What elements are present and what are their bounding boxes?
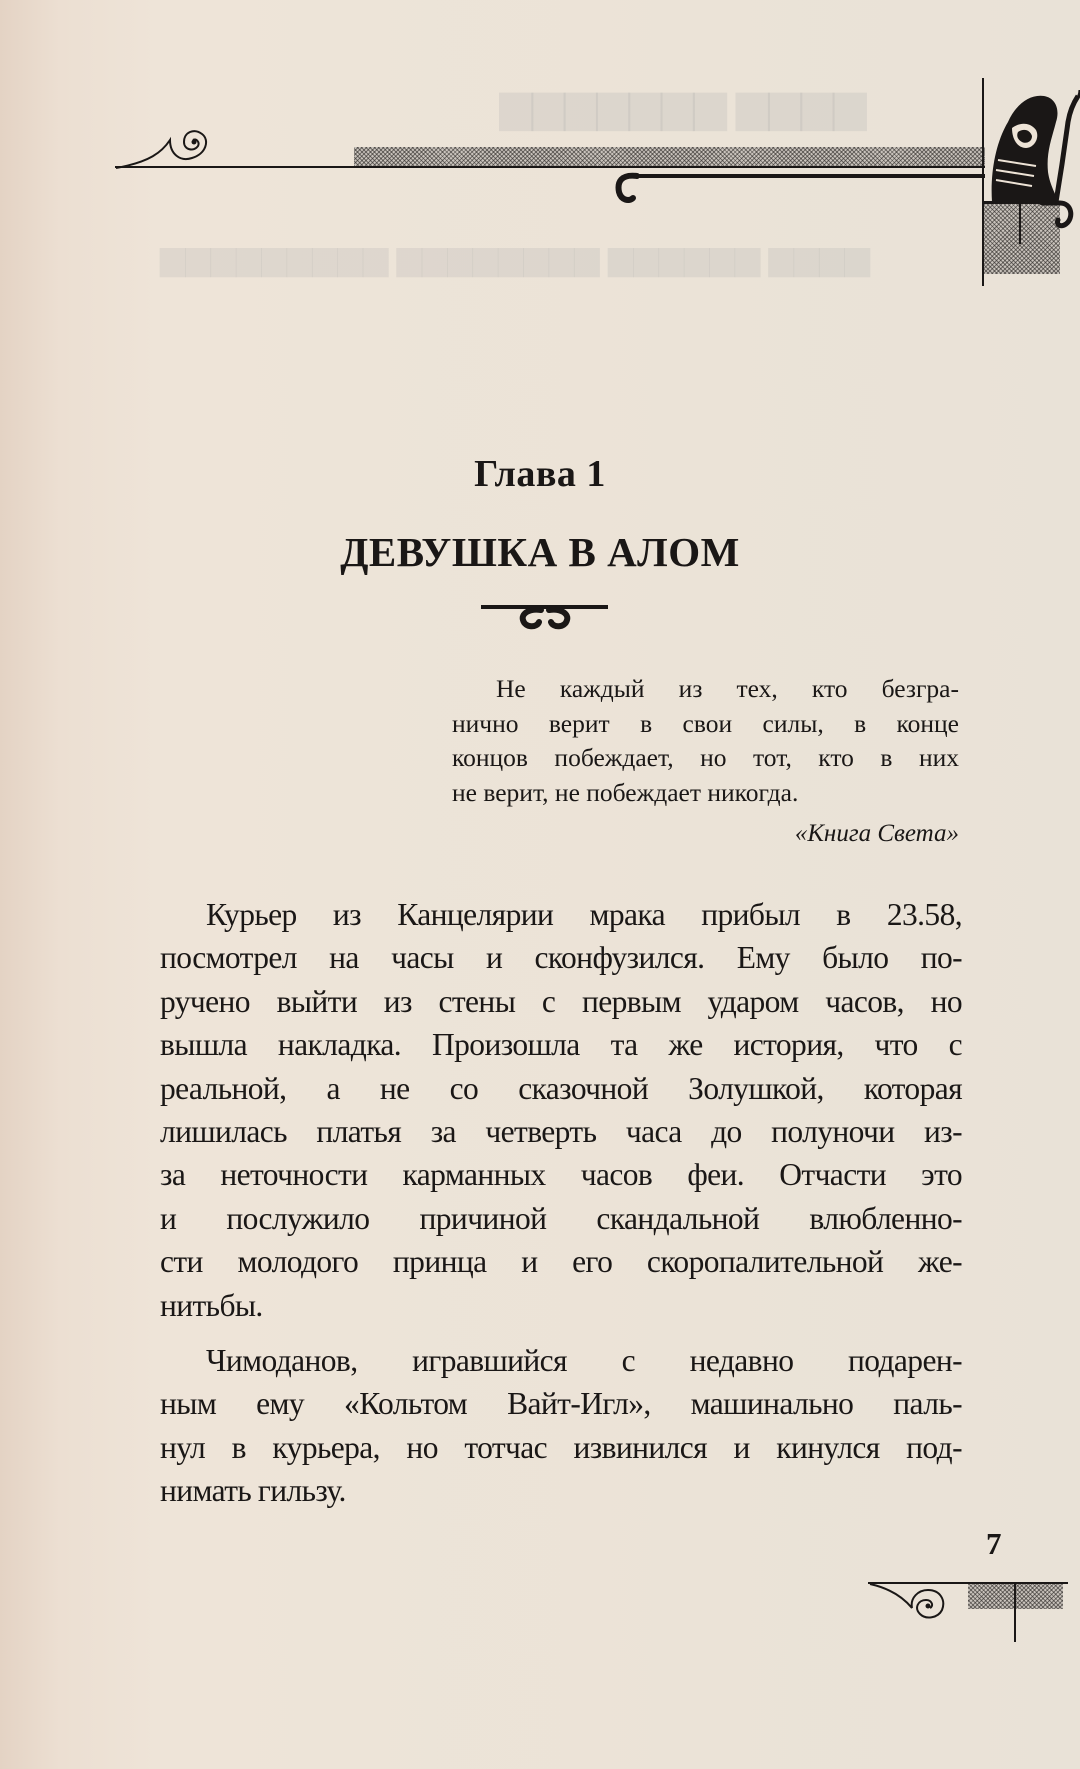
paragraph <box>160 893 962 1327</box>
owl-figure-icon <box>986 82 1080 204</box>
epigraph-line: нично верит в свои силы, в конце <box>452 708 959 738</box>
epigraph-source: «Книга Света» <box>794 820 959 847</box>
epigraph-line: концов побеждает, но тот, кто в них <box>452 743 959 772</box>
paragraph <box>160 1339 962 1513</box>
double-scroll-divider-icon <box>515 606 575 630</box>
header-hook-bar <box>630 174 985 178</box>
epigraph-line: не верит, не побеждает никогда. <box>452 777 799 807</box>
text-line: вышла накладка. Произошла та же история, что с <box>160 1027 962 1063</box>
text-line: Курьер из Канцелярии мрака прибыл в 23.58, <box>206 897 962 932</box>
footer-vertical-rule <box>1014 1584 1016 1642</box>
hook-curl-icon <box>615 172 639 204</box>
spiral-flourish-icon <box>110 128 220 170</box>
text-line: нимать гильзу. <box>160 1473 346 1509</box>
show-through-header: ​▆▆▆▆ ▆▆▆▆▆▆▆ <box>500 84 866 130</box>
chapter-number: Глава 1 <box>474 453 606 495</box>
epigraph-line: Не каждый из тех, кто безгра- <box>496 674 959 703</box>
body-text <box>160 893 962 1513</box>
page-number: 7 <box>986 1526 1002 1561</box>
text-line: Чимоданов, игравшийся с недавно подарен- <box>206 1343 962 1379</box>
text-line: ручено выйти из стены с первым ударом часов, но <box>160 983 962 1019</box>
header-rule <box>115 166 985 168</box>
text-line: и послужило причиной скандальной влюбленно- <box>160 1200 962 1236</box>
header-hatched-bar <box>354 147 985 166</box>
text-line: лишилась платья за четверть часа до полуночи из- <box>160 1114 962 1150</box>
text-line: нитьбы. <box>160 1287 263 1323</box>
text-line: сти молодого принца и его скоропалительной же- <box>160 1244 962 1280</box>
show-through-lines: ▆▆▆▆ ▆▆▆▆▆▆ ▆▆▆▆▆▆▆▆ ▆▆▆▆▆▆▆▆▆ <box>160 241 870 277</box>
text-line: посмотрел на часы и сконфузился. Ему было по- <box>160 940 962 976</box>
epigraph <box>452 672 959 810</box>
text-line: ным ему «Кольтом Вайт-Игл», машинально паль- <box>160 1386 962 1422</box>
chapter-title: ДЕВУШКА В АЛОМ <box>340 529 740 575</box>
header-box-tick <box>1019 204 1021 244</box>
text-line: за неточности карманных часов феи. Отчасти это <box>160 1157 962 1193</box>
text-line: реальной, а не со сказочной Золушкой, которая <box>160 1070 962 1106</box>
text-line: нул в курьера, но тотчас извинился и кинулся под- <box>160 1429 962 1465</box>
spiral-flourish-icon <box>868 1582 958 1622</box>
